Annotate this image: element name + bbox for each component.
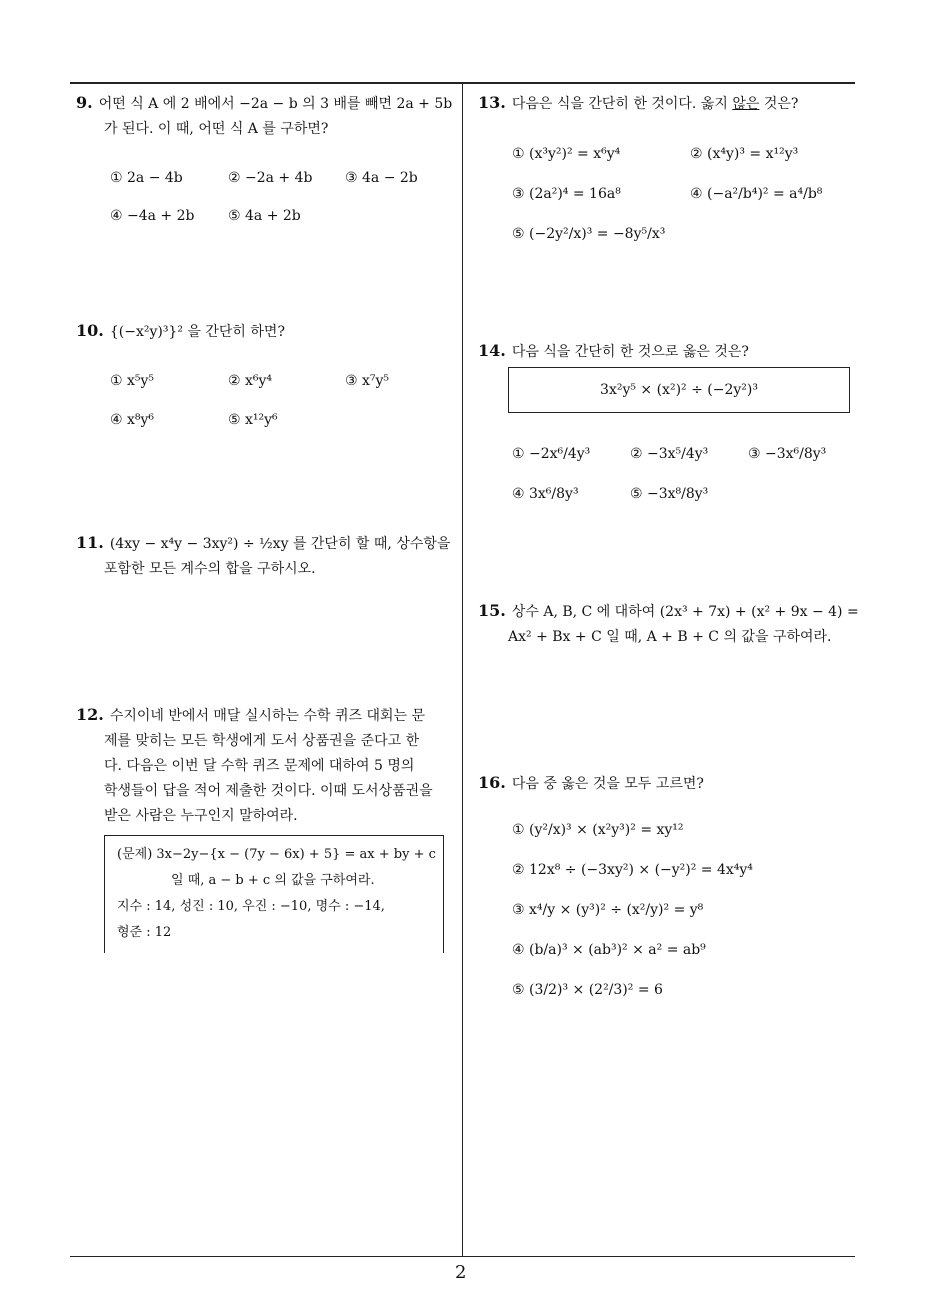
option-3[interactable]: ③ (2a²)⁴ = 16a⁸ — [512, 186, 621, 202]
question-text: 다. 다음은 이번 달 수학 퀴즈 문제에 대하여 5 명의 — [104, 758, 415, 774]
option-1[interactable]: ① (y²/x)³ × (x²y³)² = xy¹² — [512, 822, 684, 838]
question-number: 12. — [76, 705, 104, 724]
box-line: 일 때, a − b + c 의 값을 구하여라. — [171, 873, 375, 888]
option-5[interactable]: ⑤ x¹²y⁶ — [228, 412, 278, 428]
option-2[interactable]: ② −3x⁵/4y³ — [630, 446, 709, 462]
option-4[interactable]: ④ x⁸y⁶ — [110, 412, 155, 428]
option-5[interactable]: ⑤ (3/2)³ × (2²/3)² = 6 — [512, 982, 663, 998]
question-text: 것은? — [759, 96, 799, 112]
question-text: 상수 A, B, C 에 대하여 (2x³ + 7x) + (x² + 9x − 4) = — [511, 604, 859, 620]
box-line: (문제) 3x−2y−{x − (7y − 6x) + 5} = ax + by + c — [117, 847, 436, 862]
question-number: 9. — [76, 93, 93, 112]
question-text: 다음은 식을 간단히 한 것이다. 옳지 — [511, 96, 733, 112]
question-number: 11. — [76, 533, 104, 552]
option-1[interactable]: ① −2x⁶/4y³ — [512, 446, 591, 462]
question-text: 어떤 식 A 에 2 배에서 −2a − b 의 3 배를 빼면 2a + 5b — [98, 96, 453, 112]
question-9 — [76, 90, 456, 142]
option-4[interactable]: ④ (b/a)³ × (ab³)² × a² = ab⁹ — [512, 942, 706, 958]
option-5[interactable]: ⑤ (−2y²/x)³ = −8y⁵/x³ — [512, 226, 666, 242]
option-5[interactable]: ⑤ −3x⁸/8y³ — [630, 486, 709, 502]
option-1[interactable]: ① (x³y²)² = x⁶y⁴ — [512, 146, 621, 162]
bottom-rule — [70, 1256, 855, 1257]
expression-box — [508, 367, 850, 413]
question-text: (4xy − x⁴y − 3xy²) ÷ ½xy 를 간단히 할 때, 상수항을 — [109, 536, 451, 552]
question-number: 16. — [478, 773, 506, 792]
option-2[interactable]: ② 12x⁸ ÷ (−3xy²) × (−y²)² = 4x⁴y⁴ — [512, 862, 753, 878]
question-text: 받은 사람은 누구인지 말하여라. — [104, 808, 298, 824]
question-text: {(−x²y)³}² 을 간단히 하면? — [109, 324, 285, 340]
option-5[interactable]: ⑤ 4a + 2b — [228, 208, 301, 224]
option-3[interactable]: ③ x⁴/y × (y³)² ÷ (x²/y)² = y⁸ — [512, 902, 704, 918]
box-line: 지수 : 14, 성진 : 10, 우진 : −10, 명수 : −14, — [117, 899, 385, 914]
question-text: 포함한 모든 계수의 합을 구하시오. — [104, 561, 316, 577]
option-1[interactable]: ① 2a − 4b — [110, 170, 183, 186]
option-4[interactable]: ④ 3x⁶/8y³ — [512, 486, 579, 502]
option-2[interactable]: ② x⁶y⁴ — [228, 373, 273, 389]
option-3[interactable]: ③ 4a − 2b — [345, 170, 418, 186]
option-1[interactable]: ① x⁵y⁵ — [110, 373, 155, 389]
question-number: 10. — [76, 321, 104, 340]
question-16 — [478, 770, 858, 797]
underlined-word: 않은 — [732, 96, 760, 112]
expression: 3x²y⁵ × (x²)² ÷ (−2y²)³ — [600, 382, 758, 398]
question-text: 가 된다. 이 때, 어떤 식 A 를 구하면? — [104, 121, 329, 137]
question-12 — [76, 702, 461, 829]
question-text: 다음 중 옳은 것을 모두 고르면? — [511, 776, 704, 792]
question-number: 14. — [478, 341, 506, 360]
question-13 — [478, 90, 858, 117]
option-4[interactable]: ④ (−a²/b⁴)² = a⁴/b⁸ — [690, 186, 823, 202]
question-text: Ax² + Bx + C 일 때, A + B + C 의 값을 구하여라. — [508, 629, 832, 645]
question-11 — [76, 530, 461, 582]
page-number: 2 — [455, 1262, 467, 1283]
question-number: 15. — [478, 601, 506, 620]
question-text: 수지이네 반에서 매달 실시하는 수학 퀴즈 대회는 문 — [109, 708, 425, 724]
question-number: 13. — [478, 93, 506, 112]
question-text: 다음 식을 간단히 한 것으로 옳은 것은? — [511, 344, 749, 360]
problem-box — [104, 835, 444, 953]
question-15 — [478, 598, 868, 650]
option-3[interactable]: ③ −3x⁶/8y³ — [748, 446, 827, 462]
question-text: 학생들이 답을 적어 제출한 것이다. 이때 도서상품권을 — [104, 783, 433, 799]
column-divider — [462, 82, 463, 1257]
option-2[interactable]: ② −2a + 4b — [228, 170, 313, 186]
box-line: 형준 : 12 — [117, 925, 172, 940]
option-3[interactable]: ③ x⁷y⁵ — [345, 373, 390, 389]
option-2[interactable]: ② (x⁴y)³ = x¹²y³ — [690, 146, 799, 162]
question-10 — [76, 318, 456, 345]
option-4[interactable]: ④ −4a + 2b — [110, 208, 195, 224]
question-text: 제를 맞히는 모든 학생에게 도서 상품권을 준다고 한 — [104, 733, 420, 749]
question-14 — [478, 338, 858, 365]
